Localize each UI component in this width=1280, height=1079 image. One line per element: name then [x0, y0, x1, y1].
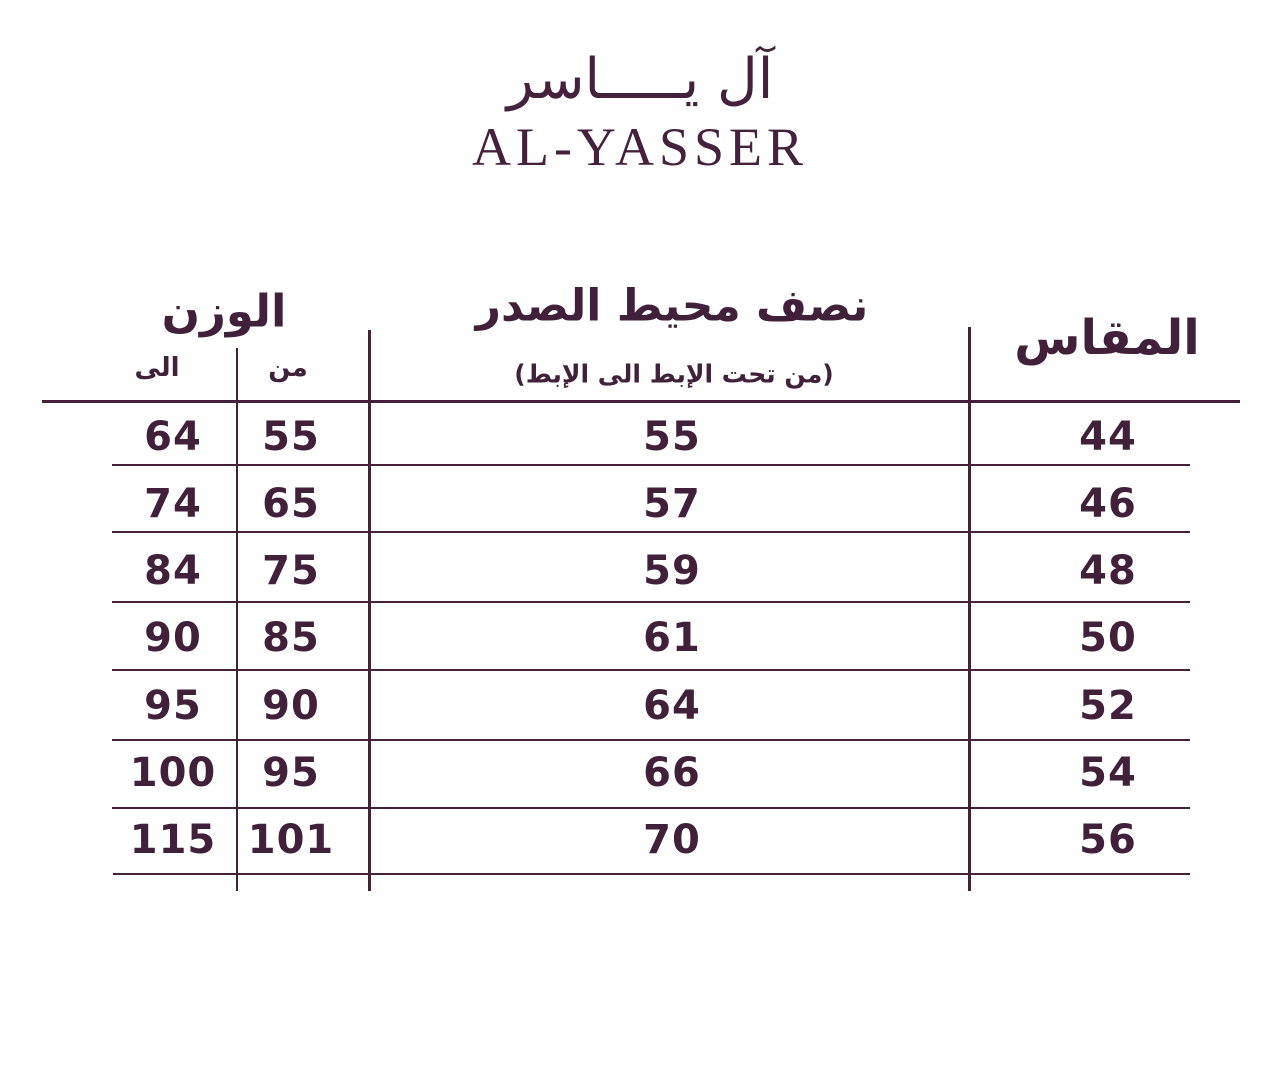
- chest-cell: 64: [643, 682, 701, 729]
- weight-from-cell: 90: [262, 682, 320, 729]
- weight-from-cell: 75: [262, 548, 320, 595]
- size-cell: 48: [1079, 548, 1137, 595]
- brand-logo-latin: AL-YASSER: [471, 117, 809, 177]
- chest-cell: 57: [643, 480, 701, 527]
- weight-to-cell: 64: [144, 413, 202, 460]
- weight-from-column: [236, 403, 346, 874]
- col-header-weight-to: الى: [134, 353, 180, 383]
- col-header-chest: نصف محيط الصدر: [475, 280, 869, 332]
- col-header-size: المقاس: [1014, 310, 1200, 366]
- size-cell: 56: [1079, 817, 1137, 864]
- weight-to-cell: 100: [129, 750, 217, 797]
- size-column: [978, 403, 1238, 874]
- chest-cell: 55: [643, 413, 701, 460]
- chest-cell: 59: [643, 548, 701, 595]
- weight-to-cell: 84: [144, 548, 202, 595]
- weight-to-cell: 90: [144, 615, 202, 662]
- size-cell: 54: [1079, 750, 1137, 797]
- weight-to-column: [108, 403, 238, 874]
- weight-chest-divider-line: [368, 330, 371, 891]
- weight-from-cell: 101: [247, 817, 335, 864]
- weight-from-cell: 65: [262, 480, 320, 527]
- size-cell: 44: [1079, 413, 1137, 460]
- size-cell: 46: [1079, 480, 1137, 527]
- weight-from-cell: 55: [262, 413, 320, 460]
- size-cell: 52: [1079, 682, 1137, 729]
- chest-cell: 61: [643, 615, 701, 662]
- weight-from-cell: 85: [262, 615, 320, 662]
- brand-logo-arabic: آل يـــــاسر: [506, 47, 774, 112]
- col-header-weight: الوزن: [161, 284, 287, 338]
- weight-to-cell: 74: [144, 480, 202, 527]
- col-header-chest-subtitle: (من تحت الإبط الى الإبط): [514, 359, 834, 389]
- weight-from-cell: 95: [262, 750, 320, 797]
- col-header-weight-from: من: [268, 353, 308, 383]
- chest-cell: 66: [643, 750, 701, 797]
- size-cell: 50: [1079, 615, 1137, 662]
- weight-to-cell: 115: [129, 817, 217, 864]
- chest-cell: 70: [643, 817, 701, 864]
- weight-to-cell: 95: [144, 682, 202, 729]
- chest-column: [372, 403, 972, 874]
